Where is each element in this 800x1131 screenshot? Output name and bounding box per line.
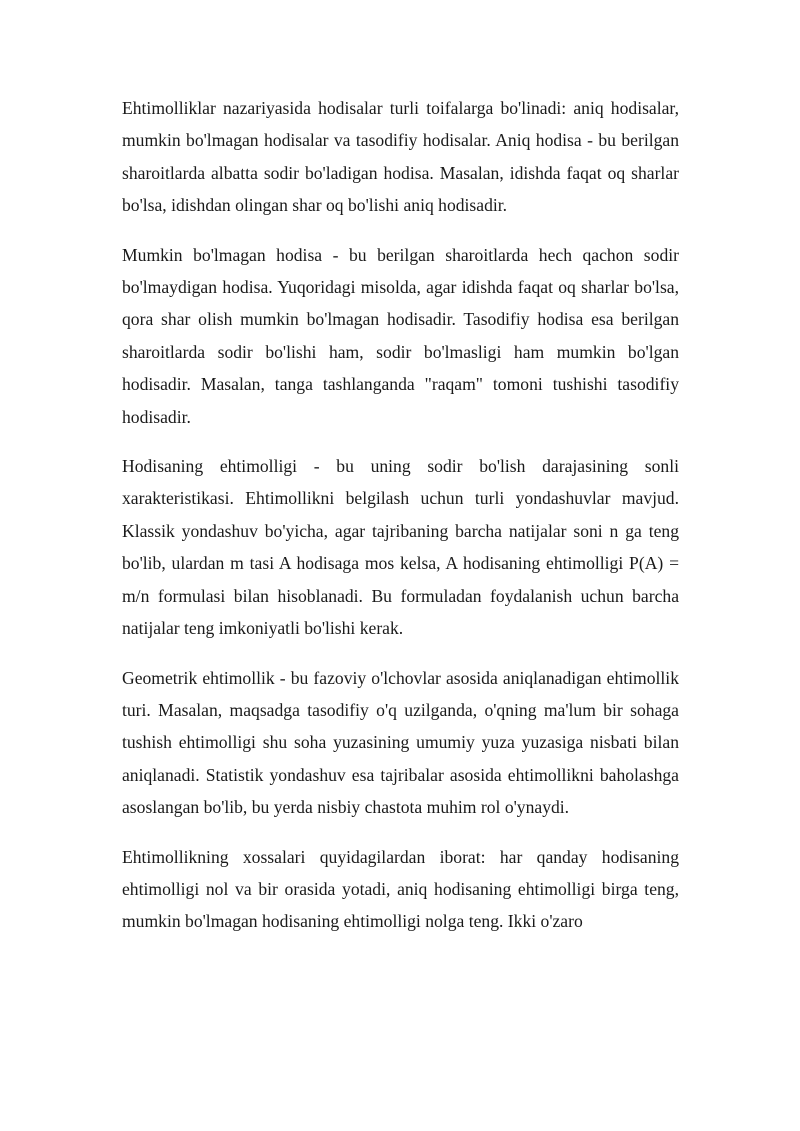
paragraph-4: Geometrik ehtimollik - bu fazoviy o'lchovlar asosida aniqlanadigan ehtimollik turi. Masalan, maqsadga tasodifiy o'q uzilganda, o'qning ma'lum bir sohaga tushish ehtimolligi shu soha yuzasining umumiy yuza yuzasiga nisbati bilan aniqlanadi. Statistik yondashuv esa tajribalar asosida ehtimollikni baholashga asoslangan bo'lib, bu yerda nisbiy chastota muhim rol o'ynaydi. <box>122 667 679 818</box>
paragraph-3: Hodisaning ehtimolligi - bu uning sodir bo'lish darajasining sonli xarakteristikasi. Ehtimollikni belgilash uchun turli yondashuvlar mavjud. Klassik yondashuv bo'yicha, agar tajribaning barcha natijalar soni n ga teng bo'lib, ulardan m tasi A hodisaga mos kelsa, A hodisaning ehtimolligi P(A) = m/n formulasi bilan hisoblanadi. Bu formuladan foydalanish uchun barcha natijalar teng imkoniyatli bo'lishi kerak. <box>122 456 679 639</box>
document-body <box>122 92 679 955</box>
paragraph-5: Ehtimollikning xossalari quyidagilardan iborat: har qanday hodisaning ehtimolligi nol va bir orasida yotadi, aniq hodisaning ehtimolligi birga teng, mumkin bo'lmagan hodisaning ehtimolligi nolga teng. Ikki o'zaro <box>122 846 679 932</box>
paragraph-1: Ehtimolliklar nazariyasida hodisalar turli toifalarga bo'linadi: aniq hodisalar, mumkin bo'lmagan hodisalar va tasodifiy hodisalar. Aniq hodisa - bu berilgan sharoitlarda albatta sodir bo'ladigan hodisa. Masalan, idishda faqat oq sharlar bo'lsa, idishdan olingan shar oq bo'lishi aniq hodisadir. <box>122 98 679 216</box>
paragraph-2: Mumkin bo'lmagan hodisa - bu berilgan sharoitlarda hech qachon sodir bo'lmaydigan hodisa. Yuqoridagi misolda, agar idishda faqat oq sharlar bo'lsa, qora shar olish mumkin bo'lmagan hodisadir. Tasodifiy hodisa esa berilgan sharoitlarda sodir bo'lishi ham, sodir bo'lmasligi ham mumkin bo'lgan hodisadir. Masalan, tanga tashlanganda "raqam" tomoni tushishi tasodifiy hodisadir. <box>122 244 679 427</box>
